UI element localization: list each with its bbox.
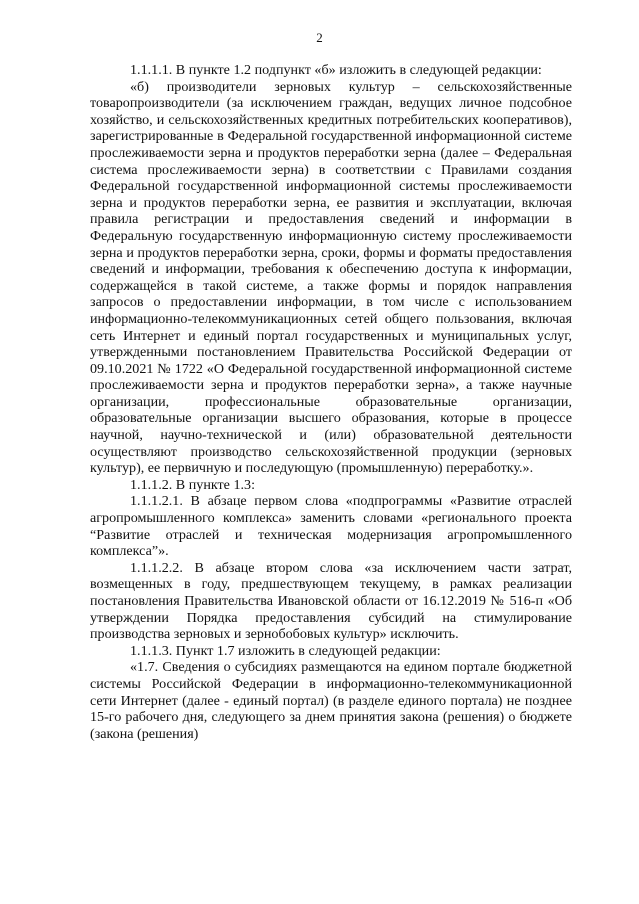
document-body xyxy=(90,62,572,742)
page-number: 2 xyxy=(316,30,323,45)
paragraph-1-1-1-2-1: 1.1.1.2.1. В абзаце первом слова «подпрограммы «Развитие отраслей агропромышленного комплекса» заменить словами «регионального проекта “Развитие отраслей и техническая модернизация агропромышленного комплекса”». xyxy=(90,493,572,560)
paragraph-1-1-1-2: 1.1.1.2. В пункте 1.3: xyxy=(130,476,255,493)
paragraph-1-1-1-3: 1.1.1.3. Пункт 1.7 изложить в следующей редакции: xyxy=(130,642,441,659)
paragraph-1-1-1-1: 1.1.1.1. В пункте 1.2 подпункт «б» изложить в следующей редакции: xyxy=(130,62,542,78)
paragraph-subitem-b: «б) производители зерновых культур – сельскохозяйственные товаропроизводители (за исключением граждан, ведущих личное подсобное хозяйство, и сельскохозяйственных кредитных потребительских кооперативов), зарегистрированные в Федеральной государственной информационной системе прослеживаемости зерна и продуктов переработки зерна (далее – Федеральная система прослеживаемости зерна) в соответствии с Правилами создания Федеральной государственной информационной системы прослеживаемости зерна и продуктов переработки зерна, ее развития и эксплуатации, включая правила регистрации и предоставления сведений и информации в Федеральную государственную информационную систему прослеживаемости зерна и продуктов переработки зерна, сроки, формы и форматы предоставления сведений и информации, требования к обеспечению доступа к информации, содержащейся в такой системе, а также формы и порядок направления запросов о предоставлении информации, в том числе с использованием информационно-телекоммуникационных сетей общего пользования, включая сеть Интернет и единый портал государственных и муниципальных услуг, утвержденными постановлением Правительства Российской Федерации от 09.10.2021 № 1722 «О Федеральной государственной информационной системе прослеживаемости зерна и продуктов переработки зерна», а также научные организации, профессиональные образовательные организации, образовательные организации высшего образования, которые в процессе научной, научно-технической и (или) образовательной деятельности осуществляют производство сельскохозяйственной продукции (зерновых культур), ее первичную и последующую (промышленную) переработку.». xyxy=(90,78,572,477)
paragraph-1-7: «1.7. Сведения о субсидиях размещаются на едином портале бюджетной системы Российской Федерации в информационно-телекоммуникационной сети Интернет (далее - единый портал) (в разделе единого портала) не позднее 15-го рабочего дня, следующего за днем принятия закона (решения) о бюджете (закона (решения) xyxy=(90,659,572,742)
paragraph-1-1-1-2-2: 1.1.1.2.2. В абзаце втором слова «за исключением части затрат, возмещенных в году, предшествующем текущему, в рамках реализации постановления Правительства Ивановской области от 16.12.2019 № 516-п «Об утверждении Порядка предоставления субсидий на стимулирование производства зерновых и зернобобовых культур» исключить. xyxy=(90,559,572,643)
